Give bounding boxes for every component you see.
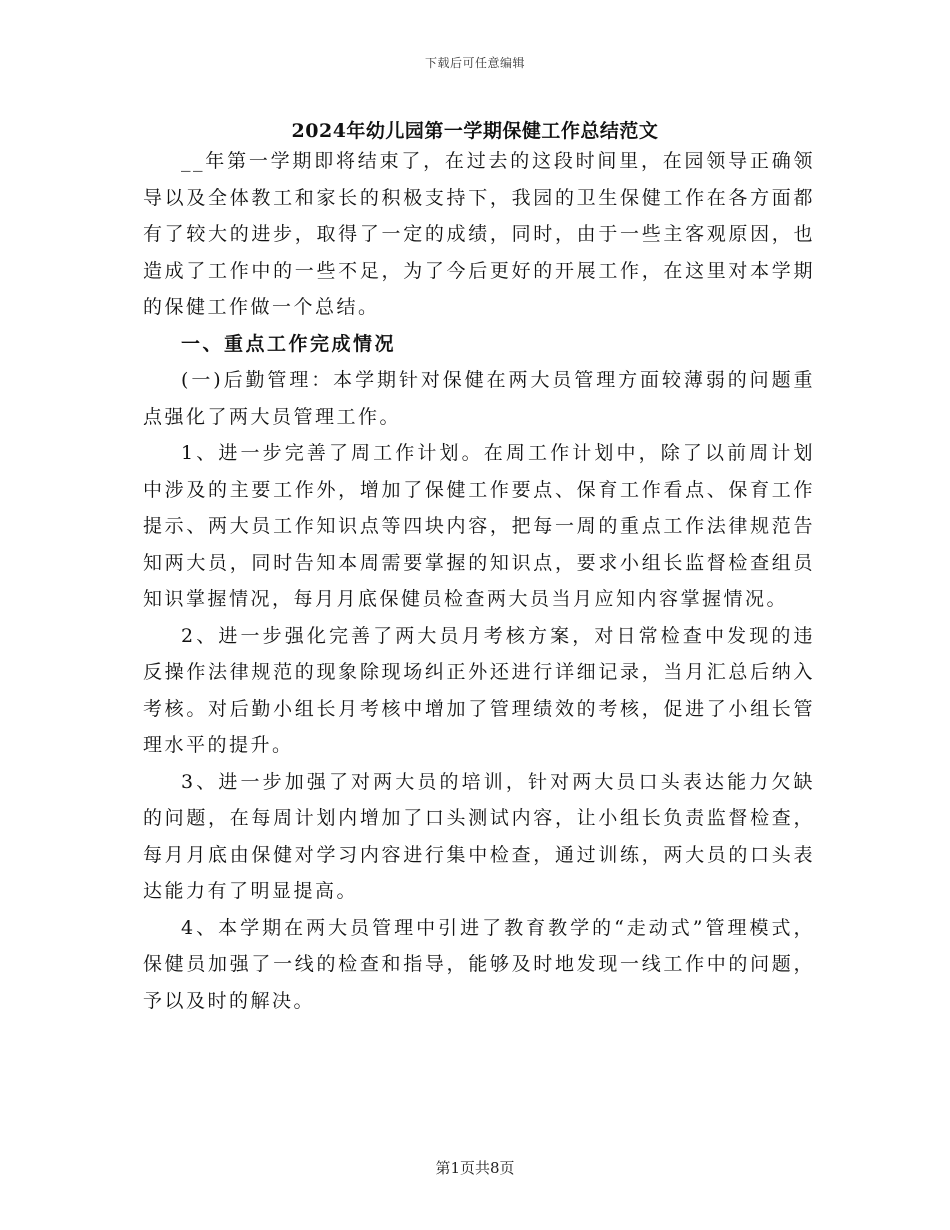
document-title: 2024年幼儿园第一学期保健工作总结范文 [291,120,659,142]
intro-paragraph: __年第一学期即将结束了，在过去的这段时间里，在园领导正确领导以及全体教工和家长的积极支持下，我园的卫生保健工作在各方面都有了较大的进步，取得了一定的成绩，同时，由于一些主客观原因，也造成了工作中的一些不足，为了今后更好的开展工作，在这里对本学期的保健工作做一个总结。 [143,150,815,318]
page-header-note: 下载后可任意编辑 [424,56,525,70]
section-heading: 一、重点工作完成情况 [181,332,397,355]
item-3-paragraph: 3、进一步加强了对两大员的培训，针对两大员口头表达能力欠缺的问题，在每周计划内增加了口头测试内容，让小组长负责监督检查，每月月底由保健对学习内容进行集中检查，通过训练，两大员的口头表达能力有了明显提高。 [143,770,815,902]
page-number: 第1页共8页 [435,1159,515,1177]
subsection-paragraph: (一)后勤管理：本学期针对保健在两大员管理方面较薄弱的问题重点强化了两大员管理工作。 [143,369,815,428]
item-4-paragraph: 4、本学期在两大员管理中引进了教育教学的“走动式”管理模式，保健员加强了一线的检查和指导，能够及时地发现一线工作中的问题，予以及时的解决。 [143,916,815,1012]
item-1-paragraph: 1、进一步完善了周工作计划。在周工作计划中，除了以前周计划中涉及的主要工作外，增加了保健工作要点、保育工作看点、保育工作提示、两大员工作知识点等四块内容，把每一周的重点工作法律规范告知两大员，同时告知本周需要掌握的知识点，要求小组长监督检查组员知识掌握情况，每月月底保健员检查两大员当月应知内容掌握情况。 [143,442,815,610]
item-2-paragraph: 2、进一步强化完善了两大员月考核方案，对日常检查中发现的违反操作法律规范的现象除现场纠正外还进行详细记录，当月汇总后纳入考核。对后勤小组长月考核中增加了管理绩效的考核，促进了小组长管理水平的提升。 [143,624,815,756]
document-body [143,143,815,1019]
